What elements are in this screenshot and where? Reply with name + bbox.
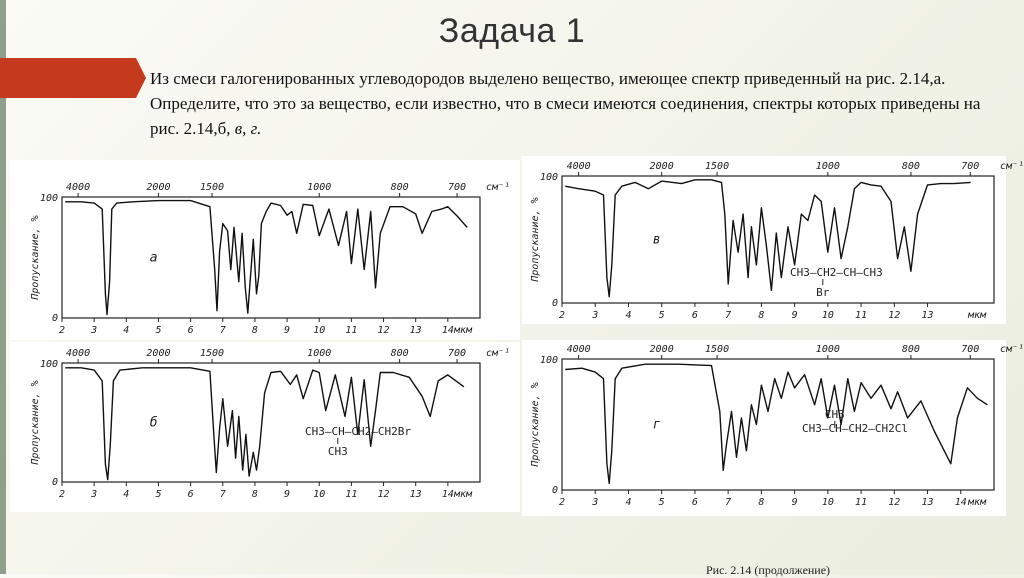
bottom-tick-label: 6 [187, 489, 194, 500]
top-tick-label: 1000 [815, 344, 840, 355]
bottom-tick-label: 7 [725, 497, 732, 508]
top-tick-label: 2000 [649, 344, 674, 355]
y-tick-label-0: 0 [551, 298, 558, 309]
bottom-tick-label: 13 [921, 497, 934, 508]
spectrum-chart-g [522, 340, 1024, 516]
top-tick-label: 2000 [649, 161, 674, 172]
top-unit-label: см⁻¹ [1000, 161, 1024, 172]
bottom-tick-label: 9 [791, 310, 798, 321]
accent-bar-tip [136, 58, 146, 98]
task-text-italic: в, г. [234, 119, 262, 138]
bottom-tick-label: 2 [558, 310, 566, 321]
spectrum-line [565, 364, 987, 483]
top-tick-label: 1000 [307, 348, 332, 359]
bottom-tick-label: 4 [625, 497, 632, 508]
panel-label: г [652, 417, 661, 433]
bottom-tick-label: 11 [855, 497, 868, 508]
bottom-tick-label: 4 [123, 489, 130, 500]
structural-formula-substituent: CH3 [327, 445, 348, 458]
slide-title: Задача 1 [438, 12, 586, 50]
bottom-tick-label: 10 [313, 325, 326, 336]
bottom-tick-label: 8 [251, 489, 258, 500]
top-tick-label: 700 [448, 348, 467, 359]
plot-frame [562, 176, 994, 303]
bottom-tick-label: 3 [592, 497, 599, 508]
bottom-tick-label: 11 [345, 489, 358, 500]
bottom-tick-label: 5 [155, 489, 162, 500]
plot-frame [62, 363, 480, 482]
y-tick-label-100: 100 [539, 355, 558, 366]
bottom-tick-label: 3 [91, 489, 98, 500]
top-tick-label: 1000 [815, 161, 840, 172]
top-tick-label: 1500 [200, 348, 225, 359]
bottom-tick-label: 9 [284, 489, 291, 500]
bottom-tick-label: 13 [921, 310, 934, 321]
top-tick-label: 800 [390, 348, 409, 359]
bottom-tick-label: 12 [377, 489, 390, 500]
bottom-tick-label: 2 [58, 325, 66, 336]
spectrum-panel-a [10, 160, 520, 340]
bottom-tick-label: 10 [821, 310, 834, 321]
top-tick-label: 800 [901, 161, 920, 172]
structural-formula-substituent: Br [816, 286, 830, 299]
spectrum-panel-v [522, 156, 1024, 324]
bottom-tick-label: 8 [758, 310, 765, 321]
y-tick-label-100: 100 [539, 172, 558, 183]
y-tick-label-100: 100 [39, 193, 58, 204]
spectrum-chart-b [10, 342, 520, 512]
bottom-unit-label: мкм [454, 325, 473, 336]
bottom-tick-label: 12 [888, 310, 901, 321]
y-axis-label: Пропускание, % [30, 215, 41, 300]
figure-caption: Рис. 2.14 (продолжение) [706, 563, 831, 577]
bottom-tick-label: 10 [821, 497, 834, 508]
bottom-tick-label: 8 [251, 325, 258, 336]
bottom-tick-label: 3 [91, 325, 98, 336]
spectrum-panel-b [10, 342, 520, 512]
top-tick-label: 1500 [705, 344, 730, 355]
y-tick-label-0: 0 [51, 313, 58, 324]
bottom-tick-label: 2 [58, 489, 66, 500]
spectrum-panel-g [522, 340, 1024, 516]
plot-frame [62, 197, 480, 318]
spectrum-chart-a [10, 160, 520, 340]
spectrum-chart-v [522, 156, 1024, 324]
plot-frame [562, 359, 994, 490]
top-tick-label: 2000 [146, 182, 171, 193]
y-axis-label: Пропускание, % [530, 382, 541, 467]
bottom-tick-label: 6 [691, 497, 698, 508]
accent-bar [0, 58, 136, 98]
bottom-tick-label: 2 [558, 497, 566, 508]
top-tick-label: 4000 [66, 182, 91, 193]
structural-formula-main: CH3–CH2–CH–CH3 [790, 266, 883, 279]
bottom-tick-label: 3 [592, 310, 599, 321]
spectrum-line [65, 201, 467, 315]
bottom-tick-label: 4 [123, 325, 130, 336]
y-tick-label-0: 0 [51, 477, 58, 488]
bottom-unit-label: мкм [454, 489, 473, 500]
bottom-tick-label: 6 [187, 325, 194, 336]
top-tick-label: 1500 [705, 161, 730, 172]
panel-label: в [652, 232, 661, 248]
bottom-tick-label: 11 [345, 325, 358, 336]
bottom-tick-label: 7 [219, 489, 226, 500]
top-unit-label: см⁻¹ [486, 348, 511, 359]
bottom-tick-label: 10 [313, 489, 326, 500]
bottom-tick-label: 14 [441, 489, 454, 500]
top-tick-label: 1500 [200, 182, 225, 193]
bottom-unit-label: мкм [968, 310, 987, 321]
top-tick-label: 700 [961, 344, 980, 355]
panel-label: б [149, 415, 158, 431]
bottom-tick-label: 7 [725, 310, 732, 321]
bottom-tick-label: 14 [441, 325, 454, 336]
top-tick-label: 800 [901, 344, 920, 355]
spectrum-line [65, 368, 464, 480]
bottom-tick-label: 12 [377, 325, 390, 336]
panel-label: а [149, 250, 158, 266]
top-unit-label: см⁻¹ [1000, 344, 1024, 355]
bottom-tick-label: 13 [409, 489, 422, 500]
spectrum-line [565, 180, 970, 297]
y-axis-label: Пропускание, % [30, 380, 41, 465]
bottom-tick-label: 13 [409, 325, 422, 336]
bottom-tick-label: 5 [658, 497, 665, 508]
top-tick-label: 700 [448, 182, 467, 193]
task-text-main: Из смеси галогенированных углеводородов выделено вещество, имеющее спектр приведенный на рис. 2.14,а. Определите, что это за вещество, если известно, что в смеси имеются соединения, спектры которых приведены на рис. 2.14,б, [150, 69, 981, 138]
bottom-tick-label: 7 [219, 325, 226, 336]
top-tick-label: 700 [961, 161, 980, 172]
bottom-tick-label: 11 [855, 310, 868, 321]
y-tick-label-100: 100 [39, 359, 58, 370]
bottom-tick-label: 5 [155, 325, 162, 336]
y-tick-label-0: 0 [551, 485, 558, 496]
bottom-tick-label: 5 [658, 310, 665, 321]
bottom-tick-label: 9 [284, 325, 291, 336]
top-tick-label: 4000 [566, 344, 591, 355]
y-axis-label: Пропускание, % [530, 197, 541, 282]
top-unit-label: см⁻¹ [486, 182, 511, 193]
bottom-unit-label: мкм [968, 497, 987, 508]
structural-formula-main: CH3–CH–CH2–CH2Br [305, 425, 411, 438]
top-tick-label: 4000 [566, 161, 591, 172]
bottom-tick-label: 4 [625, 310, 632, 321]
bottom-tick-label: 6 [691, 310, 698, 321]
top-tick-label: 800 [390, 182, 409, 193]
task-text [150, 66, 1000, 141]
bottom-tick-label: 14 [954, 497, 967, 508]
bottom-tick-label: 8 [758, 497, 765, 508]
structural-formula-substituent: CH3 [824, 408, 845, 421]
bottom-tick-label: 9 [791, 497, 798, 508]
top-tick-label: 2000 [146, 348, 171, 359]
top-tick-label: 4000 [66, 348, 91, 359]
structural-formula-main: CH3–CH–CH2–CH2Cl [802, 422, 908, 435]
top-tick-label: 1000 [307, 182, 332, 193]
bottom-tick-label: 12 [888, 497, 901, 508]
